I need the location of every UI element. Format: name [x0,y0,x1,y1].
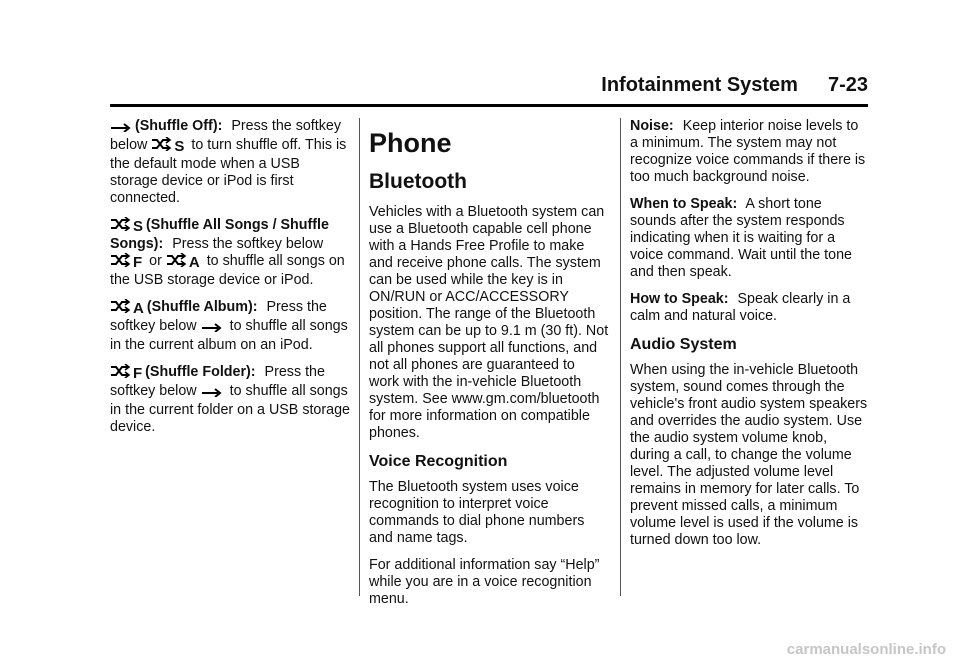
shuffle-album-text-2: to shuffle all songs in the current album on an iPod. [110,318,348,353]
or-text: or [149,253,162,269]
shuffle-folder-term: (Shuffle Folder): [145,364,256,380]
shuffle-album-paragraph [110,299,350,354]
column-right [630,118,870,559]
when-to-speak-paragraph [630,196,870,281]
shuffle-all-text: Press the softkey below [172,236,324,252]
shuffle-off-term: (Shuffle Off): [135,118,223,134]
how-to-speak-text: Speak clearly in a calm and natural voice. [630,291,851,324]
noise-term: Noise: [630,118,674,134]
section-title-phone: Phone [369,128,452,158]
column-divider-left [359,118,360,596]
how-to-speak-term: How to Speak: [630,291,729,307]
shuffle-folder-icon: F [110,253,142,272]
shuffle-album-term: (Shuffle Album): [146,299,258,315]
column-middle [369,118,609,618]
voice-paragraph-1: The Bluetooth system uses voice recognition to interpret voice commands to dial phone numbers and name tags. [369,479,585,546]
shuffle-folder-text-2: to shuffle all songs in the current folder on a USB storage device. [110,383,351,435]
shuffle-songs-icon: S [151,137,184,156]
column-left [110,118,350,446]
bluetooth-paragraph: Vehicles with a Bluetooth system can use a Bluetooth capable cell phone with a Hands Free Profile to make and receive phone calls. The system can be used while the key is in ON/RUN or ACC/ACCESSORY position. The range of the Bluetooth system can be up to 9.1 m (30 ft). Not all phones support all functions, and not all phones are guaranteed to work with the in-vehicle Bluetooth system. See www.gm.com/bluetooth for more information on compatible phones. [369,204,609,441]
shuffle-album-icon: A [110,299,144,318]
shuffle-off-icon [201,385,223,402]
voice-paragraph-2: For additional information say “Help” while you are in a voice recognition menu. [369,557,600,607]
when-to-speak-text: A short tone sounds after the system responds indicating when it is waiting for a voice command. Wait until the tone and then speak. [630,196,852,280]
watermark: carmanualsonline.info [786,641,946,658]
heading-voice-recognition: Voice Recognition [369,453,508,470]
shuffle-all-paragraph [110,217,350,289]
shuffle-off-paragraph [110,118,350,207]
shuffle-off-text-2: to turn shuffle off. This is the default mode when a USB storage device or iPod is first connected. [110,137,347,206]
heading-bluetooth: Bluetooth [369,170,467,193]
page-number: 7-23 [827,74,868,96]
shuffle-off-text: Press the softkey below [110,118,341,153]
heading-audio-system: Audio System [630,336,737,353]
how-to-speak-paragraph [630,291,870,325]
shuffle-folder-icon: F [110,364,142,383]
header-title: Infotainment System [601,74,798,96]
shuffle-all-text-2: to shuffle all songs on the USB storage device or iPod. [110,253,345,288]
noise-text: Keep interior noise levels to a minimum. The system may not recognize voice commands if there is too much background noise. [630,118,866,185]
shuffle-all-term: (Shuffle All Songs / Shuffle Songs): [110,217,329,252]
shuffle-off-icon [110,120,132,137]
shuffle-songs-icon: S [110,217,143,236]
when-to-speak-term: When to Speak: [630,196,738,212]
shuffle-off-icon [201,320,223,337]
shuffle-album-text: Press the softkey below [110,299,327,334]
shuffle-folder-text: Press the softkey below [110,364,325,399]
shuffle-album-icon: A [166,253,200,272]
audio-paragraph: When using the in-vehicle Bluetooth system, sound comes through the vehicle's front audio system speakers and overrides the audio system. Use the audio system volume knob, during a call, to change the volume level. The adjusted volume level remains in memory for later calls. To prevent missed calls, a minimum volume level is used if the volume is turned down too low. [630,362,868,548]
shuffle-folder-paragraph [110,364,350,436]
noise-paragraph [630,118,870,186]
column-divider-right [620,118,621,596]
page-header [110,74,868,107]
